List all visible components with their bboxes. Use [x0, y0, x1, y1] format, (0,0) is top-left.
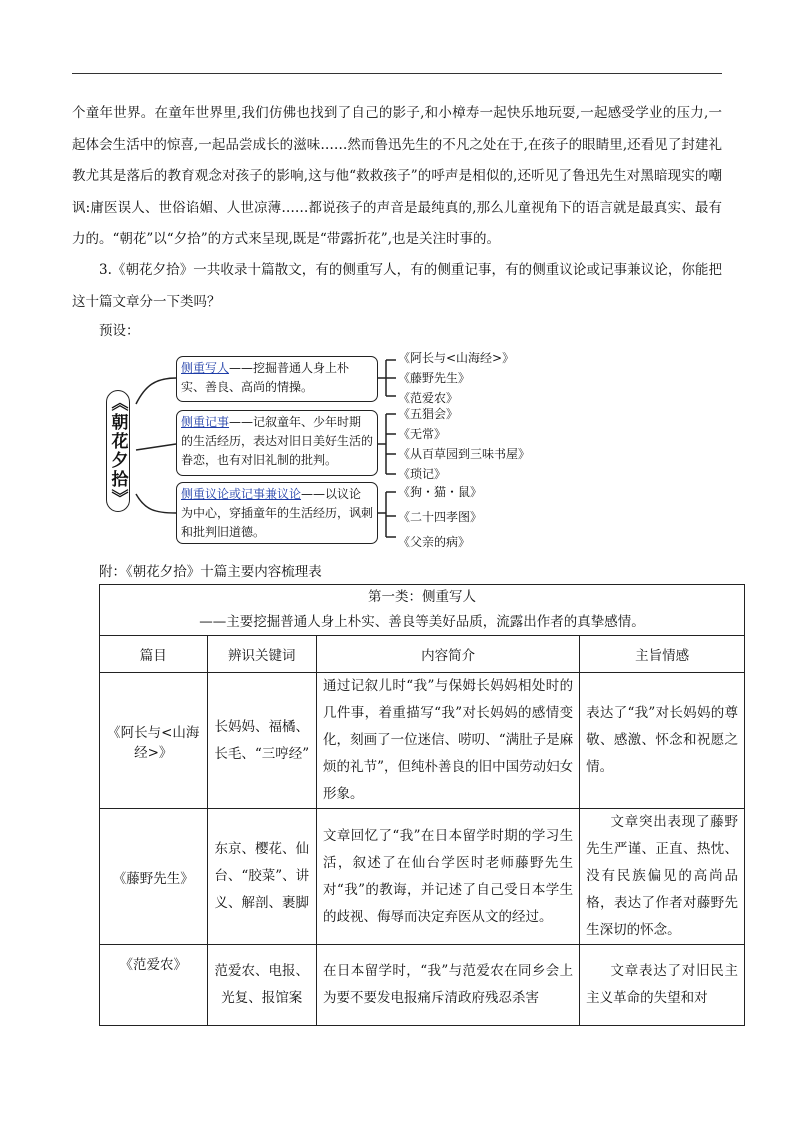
preset-label: 预设：	[99, 323, 140, 339]
caption-subtitle: ——主要挖掘普通人身上朴实、善良等美好品质，流露出作者的真挚感情。	[199, 614, 645, 630]
category-desc: ——以议论为中心，穿插童年的生活经历，讽刺和批判旧道德。	[181, 487, 374, 539]
category-label: 侧重议论或记事兼议论	[181, 487, 302, 501]
question-3: 3.《朝花夕拾》一共收录十篇散文，有的侧重写人，有的侧重记事，有的侧重议论或记事兼议论，你能把这十篇文章分一下类吗？	[72, 262, 722, 310]
bracket-1	[378, 360, 396, 396]
essay-title: 《阿长与<山海经>》	[398, 351, 515, 365]
category-label: 侧重记事	[181, 415, 230, 429]
diagram-title: 《朝花夕拾》	[106, 390, 130, 512]
header-cell: 内容简介	[317, 636, 580, 673]
cell-summary: 在日本留学时，“我”与范爱农在同乡会上为要不要发电报痛斥清政府残忍杀害	[317, 945, 580, 1026]
essay-title: 《二十四孝图》	[398, 510, 483, 524]
essay-title: 《无常》	[398, 427, 447, 441]
group-3-items	[398, 480, 482, 555]
essay-title: 《从百草园到三味书屋》	[398, 447, 531, 461]
cell-title: 《范爱农》	[100, 945, 208, 1026]
cell-theme: 文章突出表现了藤野先生严谨、正直、热忱、没有民族偏见的高尚品格，表达了作者对藤野先生深切的怀念。	[580, 809, 745, 945]
essay-title: 《藤野先生》	[398, 371, 471, 385]
table-header-row	[100, 636, 745, 673]
paragraph-continued: 个童年世界。在童年世界里,我们仿佛也找到了自己的影子,和小樟寿一起快乐地玩耍,一起感受学业的压力,一起体会生活中的惊喜,一起品尝成长的滋味……然而鲁迅先生的不凡之处在于,在孩子的眼睛里,还看见了封建礼教尤其是落后的教育观念对孩子的影响,这与他“救救孩子”的呼声是相似的,还听见了鲁迅先生对黑暗现实的嘲讽:庸医误人、世俗谄媚、人世凉薄……都说孩子的声音是最纯真的,那么儿童视角下的语言就是最真实、最有力的。“朝花”以“夕拾”的方式来呈现,既是“带露折花”,也是关注时事的。	[72, 105, 722, 247]
category-box-events	[176, 410, 378, 476]
bracket-3	[378, 492, 396, 537]
essay-title: 《范爱农》	[398, 391, 459, 405]
category-box-people	[176, 356, 378, 402]
appendix-title: 附：《朝花夕拾》十篇主要内容梳理表	[99, 564, 322, 580]
essay-title: 《五猖会》	[398, 407, 459, 421]
connector-2	[136, 444, 176, 450]
connector-3	[136, 494, 176, 513]
cell-theme: 表达了“我”对长妈妈的尊敬、感激、怀念和祝愿之情。	[580, 673, 745, 809]
cell-theme: 文章表达了对旧民主主义革命的失望和对	[580, 945, 745, 1026]
header-cell: 辨识关键词	[207, 636, 317, 673]
essay-title: 《琐记》	[398, 467, 447, 481]
connector-1	[136, 378, 176, 404]
table-row	[100, 945, 745, 1026]
header-rule	[72, 73, 722, 74]
essay-title: 《狗・猫・鼠》	[398, 485, 483, 499]
category-label: 侧重写人	[181, 361, 230, 375]
bracket-2	[378, 414, 396, 474]
category-box-argument	[176, 482, 378, 544]
cell-keywords: 东京、樱花、仙台、“胶菜”、讲义、解剖、裹脚	[207, 809, 317, 945]
cell-title: 《藤野先生》	[100, 809, 208, 945]
header-cell: 篇目	[100, 636, 208, 673]
table-row	[100, 809, 745, 945]
group-2-items	[398, 404, 530, 484]
header-cell: 主旨情感	[580, 636, 745, 673]
cell-keywords: 范爱农、电报、光复、报馆案	[207, 945, 317, 1026]
caption-title: 第一类：侧重写人	[368, 589, 476, 605]
group-1-items	[398, 348, 514, 408]
category-desc: ——记叙童年、少年时期的生活经历，表达对旧日美好生活的眷恋，也有对旧礼制的批判。	[181, 415, 374, 467]
category-desc: ——挖掘普通人身上朴实、善良、高尚的情操。	[181, 361, 350, 394]
essay-title: 《父亲的病》	[398, 535, 471, 549]
classification-diagram	[100, 348, 540, 548]
cell-summary: 文章回忆了“我”在日本留学时期的学习生活，叙述了在仙台学医时老师藤野先生对“我”的教诲，并记述了自己受日本学生的歧视、侮辱而决定弃医从文的经过。	[317, 809, 580, 945]
content-table	[99, 584, 745, 1026]
cell-title: 《阿长与<山海经>》	[100, 673, 208, 809]
table-row	[100, 673, 745, 809]
table-caption	[100, 585, 745, 636]
cell-keywords: 长妈妈、福橘、长毛、“三哼经”	[207, 673, 317, 809]
cell-summary: 通过记叙儿时“我”与保姆长妈妈相处时的几件事，着重描写“我”对长妈妈的感情变化，刻画了一位迷信、唠叨、“满肚子是麻烦的礼节”，但纯朴善良的旧中国劳动妇女形象。	[317, 673, 580, 809]
